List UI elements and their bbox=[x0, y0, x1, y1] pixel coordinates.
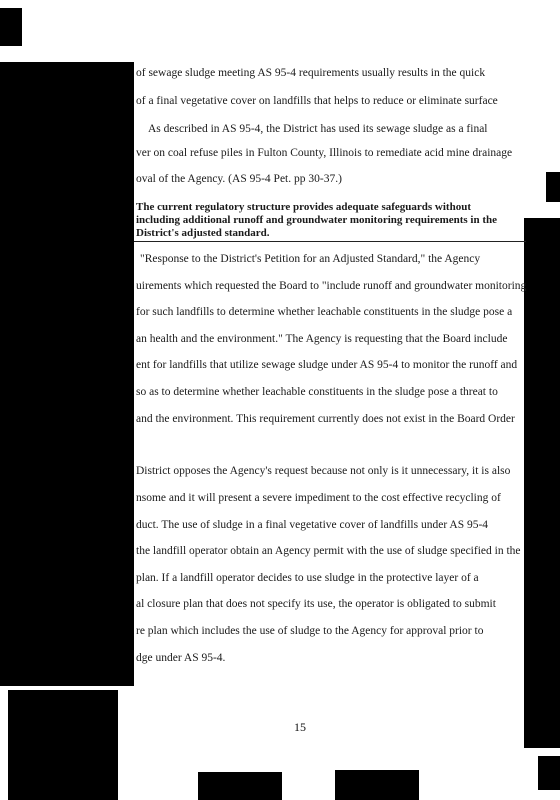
section-heading-line: The current regulatory structure provides adequate safeguards without bbox=[136, 201, 471, 213]
redaction-block-left-column bbox=[0, 62, 134, 686]
redaction-block-bottom-right bbox=[538, 756, 560, 790]
text-line: re plan which includes the use of sludge to the Agency for approval prior to bbox=[136, 625, 484, 637]
text-line: ver on coal refuse piles in Fulton County, Illinois to remediate acid mine drainage bbox=[136, 147, 513, 159]
text-line: plan. If a landfill operator decides to use sludge in the protective layer of a bbox=[136, 572, 479, 584]
text-line: District opposes the Agency's request because not only is it unnecessary, it is also bbox=[136, 465, 511, 477]
redaction-block-top-left bbox=[0, 8, 22, 46]
text-line: the landfill operator obtain an Agency permit with the use of sludge specified in the bbox=[136, 545, 521, 557]
text-line: so as to determine whether leachable constituents in the sludge pose a threat to bbox=[136, 386, 498, 398]
redaction-block-right-column bbox=[524, 218, 560, 748]
text-line: of a final vegetative cover on landfills that helps to reduce or eliminate surface bbox=[136, 95, 498, 107]
text-line: ent for landfills that utilize sewage sludge under AS 95-4 to monitor the runoff and bbox=[136, 359, 518, 371]
text-line: dge under AS 95-4. bbox=[136, 652, 226, 664]
text-line: of sewage sludge meeting AS 95-4 requirements usually results in the quick bbox=[136, 67, 486, 79]
page-number: 15 bbox=[294, 720, 306, 734]
section-heading-line: District's adjusted standard. bbox=[136, 227, 270, 239]
text-line: uirements which requested the Board to "include runoff and groundwater monitoring bbox=[136, 280, 527, 292]
text-line: al closure plan that does not specify its use, the operator is obligated to submit bbox=[136, 598, 496, 610]
text-line: "Response to the District's Petition for an Adjusted Standard," the Agency bbox=[140, 253, 481, 265]
redaction-block-bottom-mid-2 bbox=[335, 770, 419, 800]
text-line: oval of the Agency. (AS 95-4 Pet. pp 30-37.) bbox=[136, 173, 342, 185]
redaction-block-bottom-mid-1 bbox=[198, 772, 282, 800]
redaction-block-right-small bbox=[546, 172, 560, 202]
text-line: As described in AS 95-4, the District has used its sewage sludge as a final bbox=[148, 123, 488, 135]
divider-line bbox=[134, 241, 526, 242]
text-line: and the environment. This requirement currently does not exist in the Board Order bbox=[136, 413, 515, 425]
redaction-block-bottom-left bbox=[8, 690, 118, 800]
section-heading-line: including additional runoff and groundwater monitoring requirements in the bbox=[136, 214, 498, 226]
text-line: for such landfills to determine whether leachable constituents in the sludge pose a bbox=[136, 306, 513, 318]
text-line: duct. The use of sludge in a final vegetative cover of landfills under AS 95-4 bbox=[136, 519, 489, 531]
text-line: nsome and it will present a severe impediment to the cost effective recycling of bbox=[136, 492, 501, 504]
text-line: an health and the environment." The Agency is requesting that the Board include bbox=[136, 333, 508, 345]
